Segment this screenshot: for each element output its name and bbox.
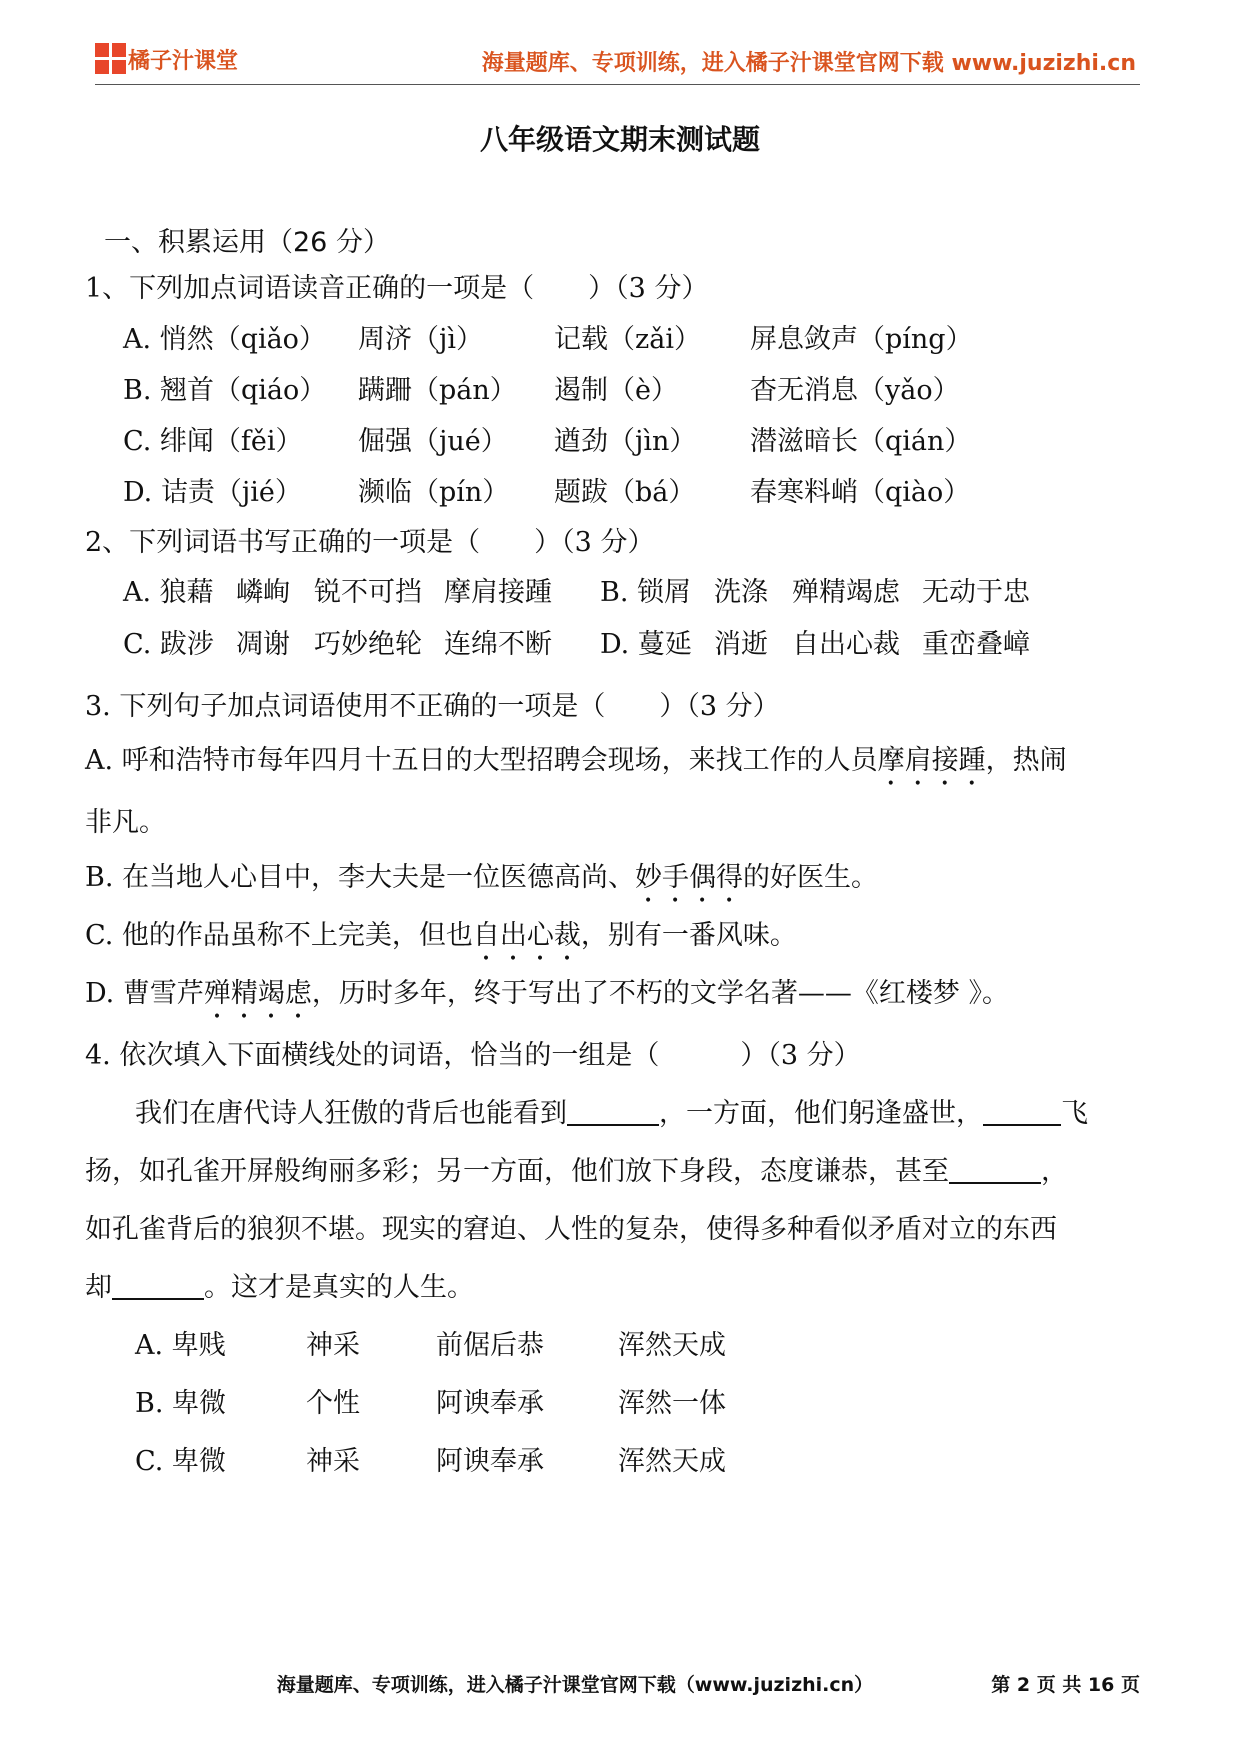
header-divider (95, 84, 1140, 85)
q2-word: 锐不可挡 (314, 577, 422, 608)
fill-blank (983, 1097, 1061, 1126)
q2-word: A. 狼藉 (123, 577, 214, 608)
q4-option-cell: 阿谀奉承 (436, 1446, 544, 1477)
q4-option-cell: 个性 (306, 1388, 360, 1419)
q2-word: 洗涤 (714, 577, 768, 608)
emphasized-phrase: 妙手偶得 (635, 862, 744, 893)
q1-option-cell: 遏制（è） (554, 375, 678, 406)
question-1-stem: 1、下列加点词语读音正确的一项是（ ）（3 分） (85, 273, 709, 304)
q1-option-cell: 杳无消息（yǎo） (750, 375, 960, 406)
q1-option-cell: 屏息敛声（píng） (750, 324, 973, 355)
q2-word: 自出心裁 (792, 629, 900, 660)
fill-blank (112, 1271, 204, 1300)
q4-option-cell: 神采 (306, 1330, 360, 1361)
q4-option-cell: A. 卑贱 (135, 1330, 226, 1361)
q3-option-d: D. 曹雪芹殚精竭虑，历时多年，终于写出了不朽的文学名著——《红楼梦 》。 (85, 978, 1009, 1009)
q1-option-cell: 记载（zǎi） (554, 324, 701, 355)
question-3-stem: 3. 下列句子加点词语使用不正确的一项是（ ）（3 分） (85, 691, 780, 722)
q2-word: 凋谢 (236, 629, 290, 660)
q2-word: D. 蔓延 (600, 629, 692, 660)
q1-option-cell: 题跋（bá） (554, 477, 696, 508)
q4-passage-line-1: 我们在唐代诗人狂傲的背后也能看到 ，一方面，他们躬逢盛世， 飞 (135, 1098, 1088, 1129)
q2-word: 连绵不断 (444, 629, 552, 660)
q4-option-cell: 神采 (306, 1446, 360, 1477)
q2-word: B. 锁屑 (600, 577, 692, 608)
question-4-stem: 4. 依次填入下面横线处的词语，恰当的一组是（ ）（3 分） (85, 1040, 861, 1071)
q3-option-b: B. 在当地人心目中，李大夫是一位医德高尚、妙手偶得的好医生。 (85, 862, 879, 893)
q3-option-c: C. 他的作品虽称不上完美，但也自出心裁，别有一番风味。 (85, 920, 797, 951)
q2-word: 重峦叠嶂 (922, 629, 1030, 660)
header-slogan: 海量题库、专项训练，进入橘子汁课堂官网下载 www.juzizhi.cn (481, 51, 1136, 76)
page-title: 八年级语文期末测试题 (479, 123, 760, 156)
page-number: 第 2 页 共 16 页 (991, 1674, 1140, 1696)
fill-blank (567, 1097, 659, 1126)
question-2-stem: 2、下列词语书写正确的一项是（ ）（3 分） (85, 527, 655, 558)
q1-option-cell: B. 翘首（qiáo） (123, 375, 327, 406)
q2-word: 消逝 (714, 629, 768, 660)
q4-option-cell: 阿谀奉承 (436, 1388, 544, 1419)
emphasized-phrase: 殚精竭虑 (203, 978, 312, 1009)
q1-option-cell: 蹒跚（pán） (358, 375, 517, 406)
q4-passage-line-4: 却 。这才是真实的人生。 (85, 1272, 474, 1303)
q2-word: 无动于忠 (922, 577, 1030, 608)
brand-logo-icon (95, 43, 127, 75)
brand-name: 橘子汁课堂 (128, 49, 239, 74)
q2-word: 巧妙绝轮 (314, 629, 422, 660)
q1-option-cell: 周济（jì） (358, 324, 484, 355)
q3-option-a-continued: 非凡。 (85, 807, 166, 838)
q4-option-cell: 浑然一体 (618, 1388, 726, 1419)
q4-option-cell: 浑然天成 (618, 1330, 726, 1361)
q1-option-cell: C. 绯闻（fěi） (123, 426, 303, 457)
q4-passage-line-3: 如孔雀背后的狼狈不堪。现实的窘迫、人性的复杂，使得多种看似矛盾对立的东西 (85, 1214, 1057, 1245)
q2-word: 摩肩接踵 (444, 577, 552, 608)
q1-option-cell: 潜滋暗长（qián） (750, 426, 972, 457)
q1-option-cell: 遒劲（jìn） (554, 426, 697, 457)
q4-option-cell: 浑然天成 (618, 1446, 726, 1477)
q2-word: 殚精竭虑 (792, 577, 900, 608)
section-heading: 一、积累运用（26 分） (104, 227, 390, 258)
fill-blank (949, 1155, 1041, 1184)
footer-text: 海量题库、专项训练，进入橘子汁课堂官网下载（www.juzizhi.cn） (276, 1674, 874, 1696)
q2-word: C. 跋涉 (123, 629, 214, 660)
emphasized-phrase: 摩肩接踵 (877, 745, 986, 776)
q4-option-cell: C. 卑微 (135, 1446, 226, 1477)
q1-option-cell: 春寒料峭（qiào） (750, 477, 971, 508)
q1-option-cell: 倔强（jué） (358, 426, 508, 457)
q1-option-cell: A. 悄然（qiǎo） (123, 324, 326, 355)
q4-option-cell: B. 卑微 (135, 1388, 227, 1419)
q2-word: 嶙峋 (236, 577, 290, 608)
q1-option-cell: 濒临（pín） (358, 477, 510, 508)
emphasized-phrase: 自出心裁 (472, 920, 581, 951)
q4-passage-line-2: 扬，如孔雀开屏般绚丽多彩；另一方面，他们放下身段，态度谦恭，甚至 ， (85, 1156, 1068, 1187)
q1-option-cell: D. 诘责（jié） (123, 477, 302, 508)
q4-option-cell: 前倨后恭 (436, 1330, 544, 1361)
q3-option-a: A. 呼和浩特市每年四月十五日的大型招聘会现场，来找工作的人员摩肩接踵，热闹 (85, 745, 1067, 776)
